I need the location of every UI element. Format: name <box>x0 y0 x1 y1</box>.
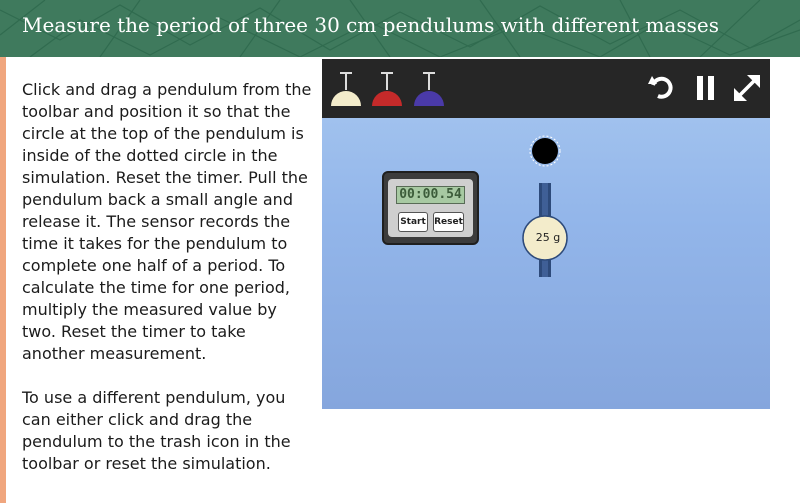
accent-bar <box>0 57 6 503</box>
reset-icon[interactable] <box>647 73 677 103</box>
header-banner <box>0 0 800 57</box>
simulation-toolbar <box>322 59 770 118</box>
timer-start-button[interactable]: Start <box>398 212 428 232</box>
instructions-panel <box>22 79 312 497</box>
toolbar-pendulum-heavy[interactable] <box>412 70 446 110</box>
timer-face <box>388 179 473 237</box>
pivot-circle <box>532 138 558 164</box>
pendulum-graphic <box>518 135 578 280</box>
timer-reset-button[interactable]: Reset <box>433 212 464 232</box>
instructions-paragraph-2: To use a different pendulum, you can either click and drag the pendulum to the trash icon in the toolbar or reset the simulation. <box>22 388 291 473</box>
timer-display: 00:00.54 <box>396 186 465 204</box>
page-title: Measure the period of three 30 cm pendulums with different masses <box>22 13 719 37</box>
pause-icon[interactable] <box>691 73 721 103</box>
toolbar-pendulum-light[interactable] <box>329 70 363 110</box>
instructions-paragraph-1: Click and drag a pendulum from the toolbar and position it so that the circle at the top of the pendulum is inside of the dotted circle in the simulation. Reset the timer. Pull the pendulum back a small angle and release it. The sensor records the time it takes for the pendulum to complete one half of a period. To calculate the time for one period, multiply the measured value by two. Reset the timer to take another measurement. <box>22 80 312 363</box>
stopwatch-timer <box>382 171 479 245</box>
toolbar-pendulum-medium[interactable] <box>370 70 404 110</box>
pendulum-simulation[interactable] <box>322 59 770 409</box>
pendulum-mass-label: 25 g <box>535 231 561 244</box>
fullscreen-icon[interactable] <box>732 73 762 103</box>
placed-pendulum[interactable] <box>518 135 578 280</box>
